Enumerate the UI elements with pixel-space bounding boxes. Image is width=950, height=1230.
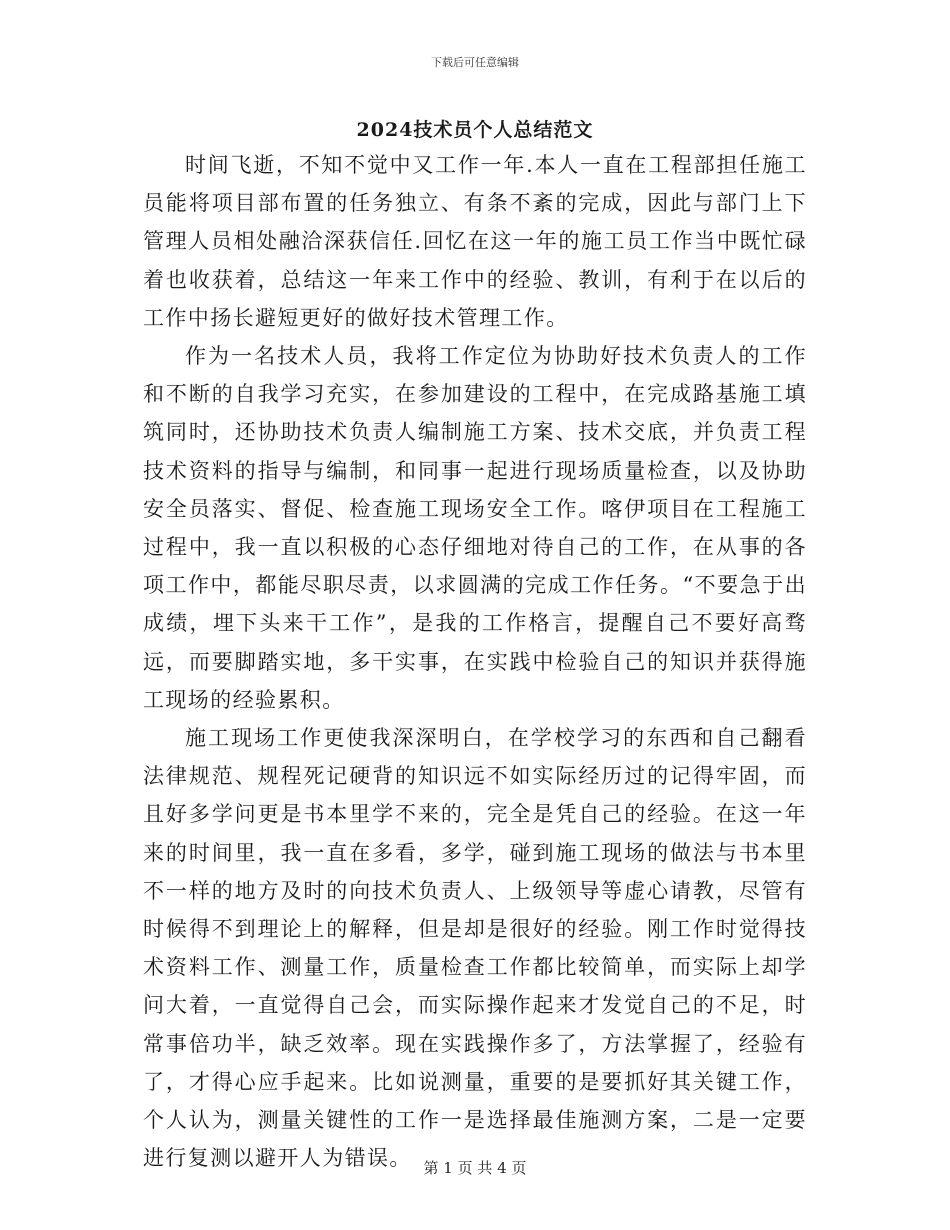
page-header-note: 下载后可任意编辑 xyxy=(431,56,519,69)
document-body xyxy=(143,146,807,1177)
paragraph-3: 施工现场工作更使我深深明白，在学校学习的东西和自己翻看法律规范、规程死记硬背的知识远不如实际经历过的记得牢固，而且好多学问更是书本里学不来的，完全是凭自己的经验。在这一年来的时间里，我一直在多看，多学，碰到施工现场的做法与书本里不一样的地方及时的向技术负责人、上级领导等虚心请教，尽管有时候得不到理论上的解释，但是却是很好的经验。刚工作时觉得技术资料工作、测量工作，质量检查工作都比较简单，而实际上却学问大着，一直觉得自己会，而实际操作起来才发觉自己的不足，时常事倍功半，缺乏效率。现在实践操作多了，方法掌握了，经验有了，才得心应手起来。比如说测量，重要的是要抓好其关键工作，个人认为，测量关键性的工作一是选择最佳施测方案，二是一定要进行复测以避开人为错误。 xyxy=(143,726,807,1171)
paragraph-2: 作为一名技术人员，我将工作定位为协助好技术负责人的工作和不断的自我学习充实，在参加建设的工程中，在完成路基施工填筑同时，还协助技术负责人编制施工方案、技术交底，并负责工程技术资料的指导与编制，和同事一起进行现场质量检查，以及协助安全员落实、督促、检查施工现场安全工作。喀伊项目在工程施工过程中，我一直以积极的心态仔细地对待自己的工作，在从事的各项工作中，都能尽职尽责，以求圆满的完成工作任务。“不要急于出成绩，埋下头来干工作”，是我的工作格言，提醒自己不要好高骛远，而要脚踏实地，多干实事，在实践中检验自己的知识并获得施工现场的经验累积。 xyxy=(143,344,807,712)
page-number-footer: 第 1 页 共 4 页 xyxy=(423,1159,527,1177)
paragraph-1: 时间飞逝，不知不觉中又工作一年.本人一直在工程部担任施工员能将项目部布置的任务独立、有条不紊的完成，因此与部门上下管理人员相处融洽深获信任.回忆在这一年的施工员工作当中既忙碌着也收获着，总结这一年来工作中的经验、教训，有利于在以后的工作中扬长避短更好的做好技术管理工作。 xyxy=(143,153,807,330)
document-title: 2024技术员个人总结范文 xyxy=(356,119,594,141)
